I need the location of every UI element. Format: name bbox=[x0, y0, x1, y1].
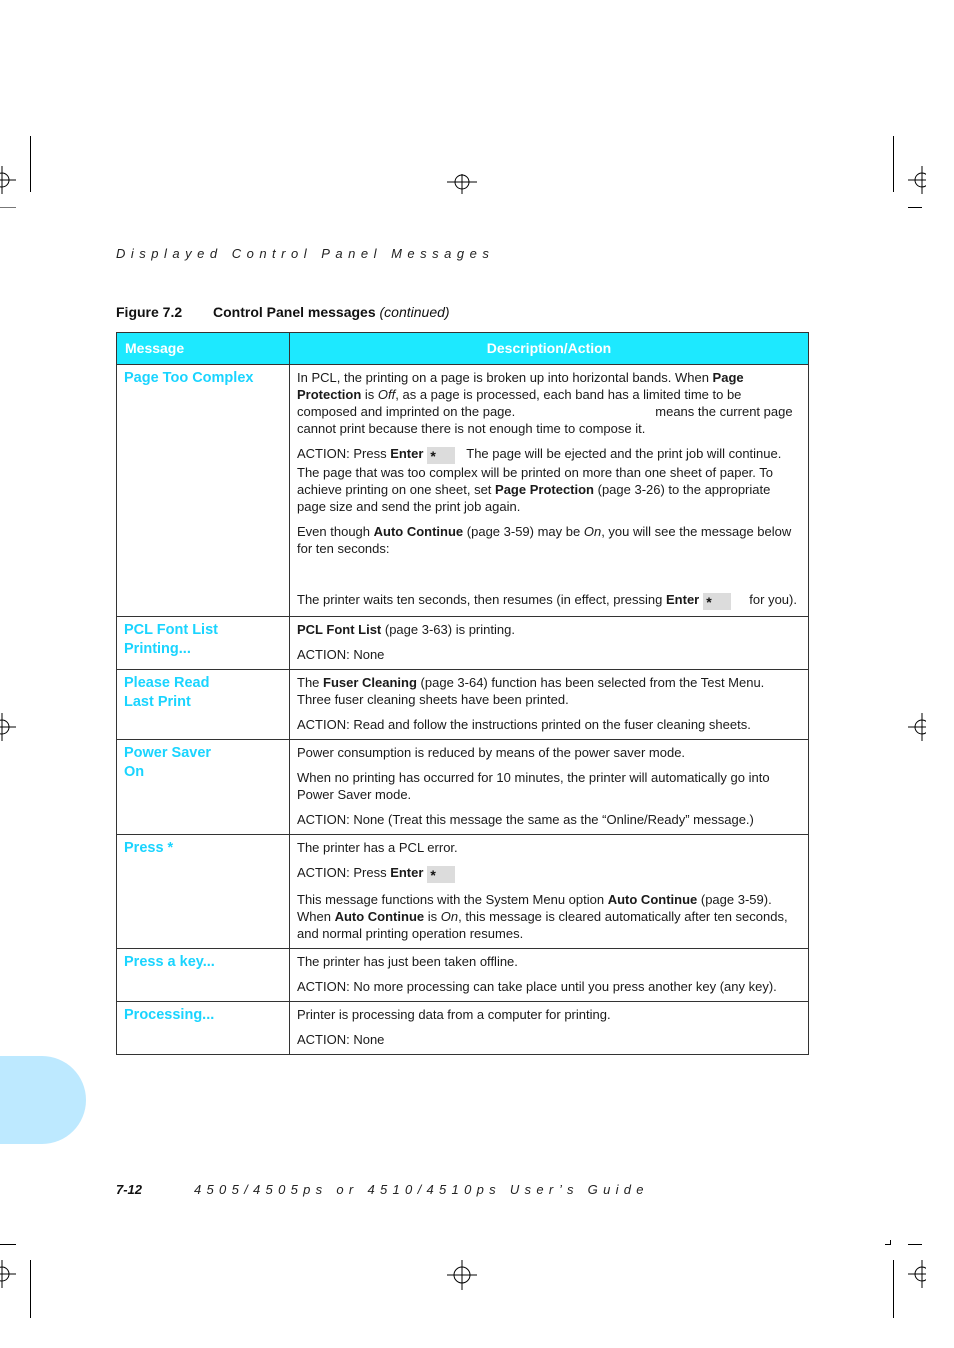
crop-mark bbox=[908, 1244, 922, 1245]
message-description: The Fuser Cleaning (page 3-64) function has been selected from the Test Menu. Three fuser cleaning sheets have been printed. ACTION: Read and follow the instructions printed on the fuser cleaning sheets. bbox=[290, 670, 809, 740]
crop-mark bbox=[893, 136, 894, 192]
running-head: Displayed Control Panel Messages bbox=[116, 246, 495, 261]
chapter-tab bbox=[0, 1056, 86, 1144]
registration-mark-icon bbox=[0, 166, 18, 194]
table-header-row bbox=[117, 333, 809, 365]
table-row bbox=[117, 617, 809, 670]
table-row bbox=[117, 670, 809, 740]
page-number: 7-12 bbox=[116, 1182, 143, 1197]
registration-mark-icon bbox=[906, 1260, 926, 1288]
message-name: Press a key... bbox=[117, 949, 290, 1002]
enter-key-icon: * bbox=[427, 447, 455, 464]
crop-mark bbox=[908, 207, 922, 208]
crop-mark bbox=[0, 207, 16, 208]
message-description: PCL Font List (page 3-63) is printing. ACTION: None bbox=[290, 617, 809, 670]
figure-title: Control Panel messages bbox=[213, 304, 376, 320]
message-name: Press * bbox=[117, 835, 290, 949]
registration-mark-icon bbox=[0, 1260, 18, 1288]
column-header-message: Message bbox=[117, 333, 290, 365]
message-description: The printer has just been taken offline. ACTION: No more processing can take place until you press another key (any key). bbox=[290, 949, 809, 1002]
crop-mark bbox=[885, 1244, 891, 1245]
enter-key-icon: * bbox=[427, 866, 455, 883]
message-name: Processing... bbox=[117, 1002, 290, 1055]
figure-caption bbox=[116, 304, 450, 320]
figure-continued: (continued) bbox=[379, 304, 450, 320]
control-panel-messages-table bbox=[116, 332, 809, 1055]
figure-number: Figure 7.2 bbox=[116, 304, 183, 320]
column-header-description: Description/Action bbox=[290, 333, 809, 365]
message-description: Printer is processing data from a computer for printing. ACTION: None bbox=[290, 1002, 809, 1055]
message-name: PCL Font List Printing... bbox=[117, 617, 290, 670]
table-row bbox=[117, 835, 809, 949]
registration-mark-icon bbox=[906, 713, 926, 741]
message-description: Power consumption is reduced by means of the power saver mode. When no printing has occurred for 10 minutes, the printer will automatically go into Power Saver mode. ACTION: None (Treat this message the same as the “Online/Ready” message.) bbox=[290, 740, 809, 835]
message-name: Power Saver On bbox=[117, 740, 290, 835]
guide-title: 4505/4505ps or 4510/4510ps User’s Guide bbox=[194, 1182, 649, 1197]
message-description: In PCL, the printing on a page is broken up into horizontal bands. When Page Protection is Off, as a page is processed, each band has a limited time to be composed and imprinted on the page. means the current page cannot print because there is not enough time to compose it. ACTION: Press Enter * The page will be ejected and the print job will continue. The page that was too complex will be printed on more than one sheet of paper. To achieve printing on one sheet, set Page Protection (page 3-26) to the appropriate page size and send the print job again. Even though Auto Continue (page 3-59) may be On, you will see the message below for ten seconds: The printer waits ten seconds, then resumes (in effect, pressing Enter * for you). bbox=[290, 365, 809, 617]
message-name: Page Too Complex bbox=[117, 365, 290, 617]
registration-mark-icon bbox=[447, 1260, 477, 1290]
crop-mark bbox=[0, 1244, 16, 1245]
registration-mark-icon bbox=[906, 166, 926, 194]
enter-key-icon: * bbox=[703, 593, 731, 610]
table-row bbox=[117, 949, 809, 1002]
message-name: Please Read Last Print bbox=[117, 670, 290, 740]
table-row bbox=[117, 1002, 809, 1055]
table-row bbox=[117, 740, 809, 835]
registration-mark-icon bbox=[447, 174, 477, 194]
table-row bbox=[117, 365, 809, 617]
crop-mark bbox=[30, 1260, 31, 1318]
crop-mark bbox=[893, 1260, 894, 1318]
crop-mark bbox=[30, 136, 31, 192]
registration-mark-icon bbox=[0, 713, 18, 741]
message-description: The printer has a PCL error. ACTION: Press Enter * This message functions with the System Menu option Auto Continue (page 3-59). When Auto Continue is On, this message is cleared automatically after ten seconds, and normal printing operation resumes. bbox=[290, 835, 809, 949]
